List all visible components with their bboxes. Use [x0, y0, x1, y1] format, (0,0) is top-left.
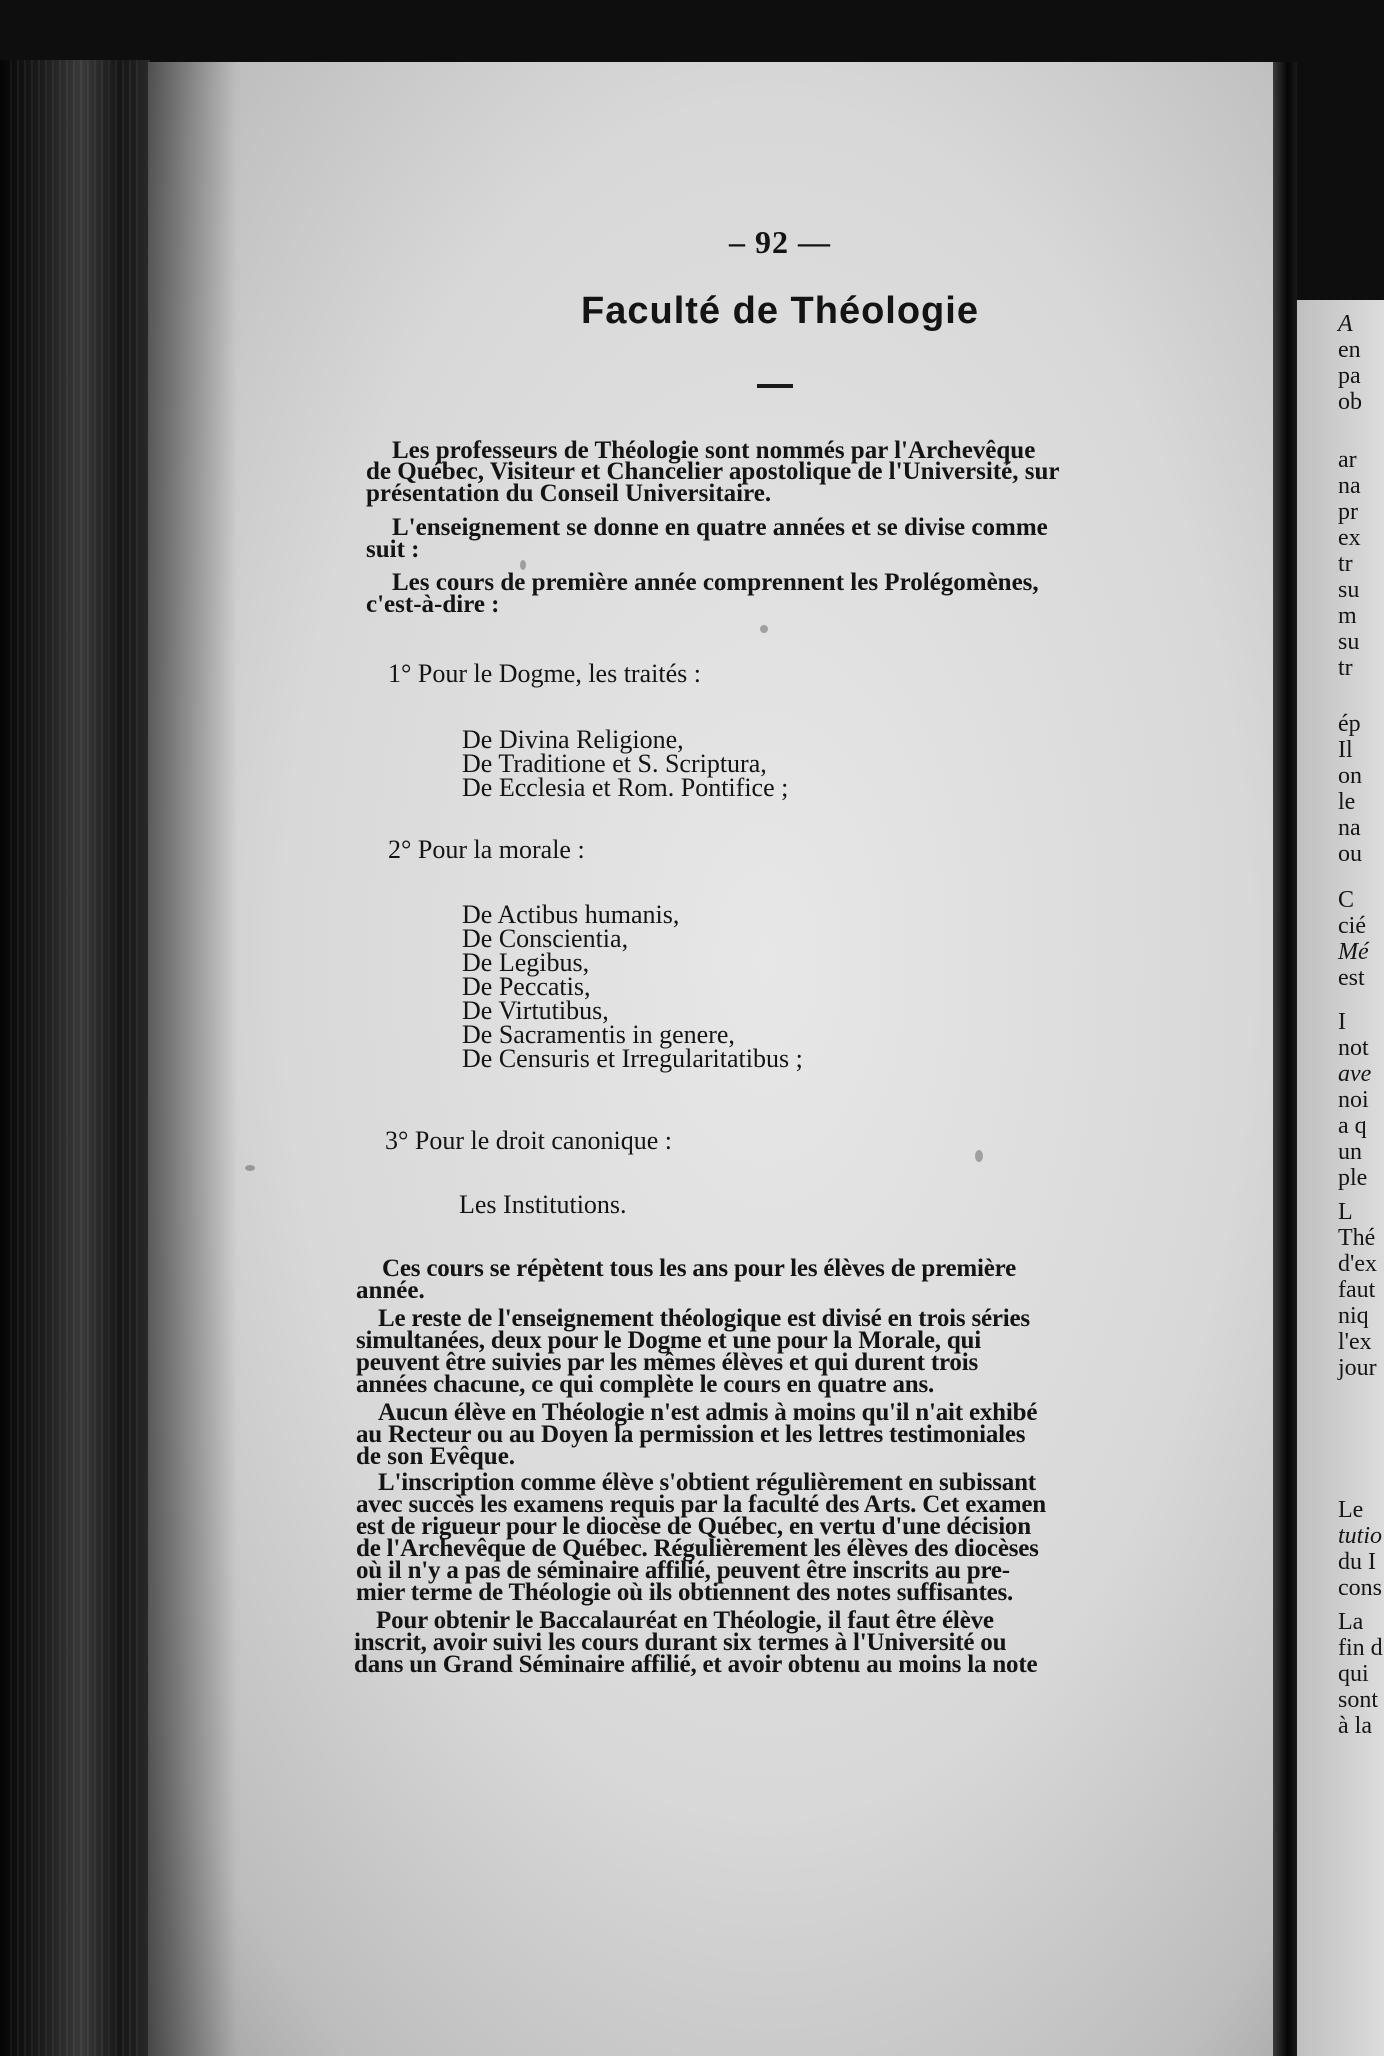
text-line: L'enseignement se donne en quatre années et se divise comme: [392, 514, 1048, 541]
facing-page-fragment: à la: [1338, 1713, 1372, 1739]
list-item: De Traditione et S. Scriptura,: [462, 749, 767, 778]
text-line: L'inscription comme élève s'obtient régulièrement en subissant: [378, 1469, 1036, 1496]
facing-page-fragment: su: [1338, 629, 1360, 655]
list-item: De Peccatis,: [462, 972, 591, 1001]
facing-page-fragment: a q: [1338, 1113, 1367, 1139]
section-heading: 2° Pour la morale :: [388, 835, 585, 864]
text-line: au Recteur ou au Doyen la permission et les lettres testimoniales: [356, 1421, 1026, 1448]
facing-page-fragment: C: [1338, 887, 1355, 913]
facing-page-fragment: le: [1338, 789, 1356, 815]
facing-page-fragment: Mé: [1338, 939, 1369, 965]
section-heading: 1° Pour le Dogme, les traités :: [388, 659, 701, 688]
facing-page-fragment: na: [1338, 815, 1361, 841]
facing-page-fragment: Thé: [1338, 1225, 1376, 1251]
text-line: avec succès les examens requis par la faculté des Arts. Cet examen: [356, 1491, 1046, 1518]
text-line: année.: [356, 1277, 425, 1304]
facing-page-fragment: not: [1338, 1035, 1369, 1061]
text-line: mier terme de Théologie où ils obtiennent des notes suffisantes.: [356, 1579, 1014, 1606]
facing-page-fragment: noi: [1338, 1087, 1369, 1113]
text-line: est de rigueur pour le diocèse de Québec, en vertu d'une décision: [356, 1513, 1031, 1540]
ink-speck: [245, 1165, 255, 1171]
text-line: de Québec, Visiteur et Chancelier apostolique de l'Université, sur: [366, 458, 1060, 485]
facing-page-fragment: tr: [1338, 655, 1353, 681]
list-item: De Legibus,: [462, 948, 590, 977]
text-line: suit :: [366, 536, 420, 563]
facing-page-fragment: ar: [1338, 447, 1357, 473]
book-gutter: [1273, 62, 1297, 2056]
facing-page-fragment: qui: [1338, 1661, 1369, 1687]
facing-page-fragment: ave: [1338, 1061, 1372, 1087]
facing-page-fragment: La: [1338, 1609, 1364, 1635]
facing-page-fragment: cons: [1338, 1575, 1382, 1601]
list-item: De Ecclesia et Rom. Pontifice ;: [462, 773, 789, 802]
list-item: De Divina Religione,: [462, 725, 684, 754]
facing-page-fragment: A: [1338, 311, 1353, 337]
facing-page-fragment: Le: [1338, 1497, 1364, 1523]
page-shadow: [148, 62, 238, 2056]
facing-page-fragment: pr: [1338, 499, 1358, 525]
text-line: Pour obtenir le Baccalauréat en Théologie, il faut être élève: [376, 1607, 994, 1634]
text-line: Les cours de première année comprennent les Prolégomènes,: [392, 569, 1039, 596]
text-line: inscrit, avoir suivi les cours durant six termes à l'Université ou: [354, 1629, 1007, 1656]
facing-page-fragment: un: [1338, 1139, 1362, 1165]
title-rule: [757, 384, 793, 388]
facing-page-fragment: ob: [1338, 389, 1362, 415]
facing-page-fragment: I: [1338, 1009, 1346, 1035]
facing-page-fragment: ex: [1338, 525, 1361, 551]
text-line: c'est-à-dire :: [366, 591, 500, 618]
facing-page-fragment: l'ex: [1338, 1329, 1372, 1355]
list-item: Les Institutions.: [459, 1190, 627, 1219]
text-line: de l'Archevêque de Québec. Régulièrement les élèves des diocèses: [356, 1535, 1039, 1562]
facing-page-fragment: L: [1338, 1199, 1353, 1225]
facing-page-fragment: d'ex: [1338, 1251, 1377, 1277]
facing-page-fragment: fin d: [1338, 1635, 1383, 1661]
facing-page-fragment: Il: [1338, 737, 1353, 763]
list-item: De Censuris et Irregularitatibus ;: [462, 1044, 803, 1073]
page-title: Faculté de Théologie: [581, 290, 979, 332]
facing-page-fragment: en: [1338, 337, 1361, 363]
facing-page-fragment: tutio: [1338, 1523, 1383, 1549]
facing-page-fragment: est: [1338, 965, 1365, 991]
facing-page-fragment: ple: [1338, 1165, 1368, 1191]
text-line: de son Evêque.: [356, 1443, 516, 1470]
text-line: simultanées, deux pour le Dogme et une pour la Morale, qui: [356, 1327, 981, 1354]
ink-speck: [760, 625, 768, 633]
facing-page-fragment: ou: [1338, 841, 1362, 867]
page-number: – 92 —: [729, 224, 831, 260]
facing-page-fragment: tr: [1338, 551, 1353, 577]
list-item: De Conscientia,: [462, 924, 629, 953]
facing-page-fragment: pa: [1338, 363, 1361, 389]
facing-page-fragment: faut: [1338, 1277, 1376, 1303]
ink-speck: [975, 1150, 983, 1162]
list-item: De Actibus humanis,: [462, 900, 680, 929]
text-line: années chacune, ce qui complète le cours en quatre ans.: [356, 1371, 935, 1398]
facing-page-fragment: du I: [1338, 1549, 1376, 1575]
facing-page-fragment: na: [1338, 473, 1361, 499]
list-item: De Virtutibus,: [462, 996, 609, 1025]
section-heading: 3° Pour le droit canonique :: [385, 1126, 672, 1155]
facing-page-fragment: m: [1338, 603, 1357, 629]
text-line: Ces cours se répètent tous les ans pour les élèves de première: [382, 1255, 1017, 1282]
facing-page-fragment: cié: [1338, 913, 1366, 939]
page-edges: [10, 60, 140, 2056]
text-line: présentation du Conseil Universitaire.: [366, 480, 772, 507]
text-line: où il n'y a pas de séminaire affilié, peuvent être inscrits au pre-: [356, 1557, 1010, 1584]
facing-page-fragment: on: [1338, 763, 1362, 789]
text-line: dans un Grand Séminaire affilié, et avoir obtenu au moins la note: [354, 1651, 1038, 1678]
facing-page-fragment: niq: [1338, 1303, 1369, 1329]
facing-page-fragment: ép: [1338, 711, 1361, 737]
text-line: peuvent être suivies par les mêmes élèves et qui durent trois: [356, 1349, 978, 1376]
list-item: De Sacramentis in genere,: [462, 1020, 735, 1049]
text-line: Les professeurs de Théologie sont nommés par l'Archevêque: [392, 437, 1036, 464]
facing-page-fragment: jour: [1338, 1355, 1377, 1381]
text-line: Le reste de l'enseignement théologique est divisé en trois séries: [378, 1305, 1030, 1332]
facing-page-fragment: sont: [1338, 1687, 1379, 1713]
facing-page-fragment: su: [1338, 577, 1360, 603]
text-line: Aucun élève en Théologie n'est admis à moins qu'il n'ait exhibé: [378, 1399, 1038, 1426]
